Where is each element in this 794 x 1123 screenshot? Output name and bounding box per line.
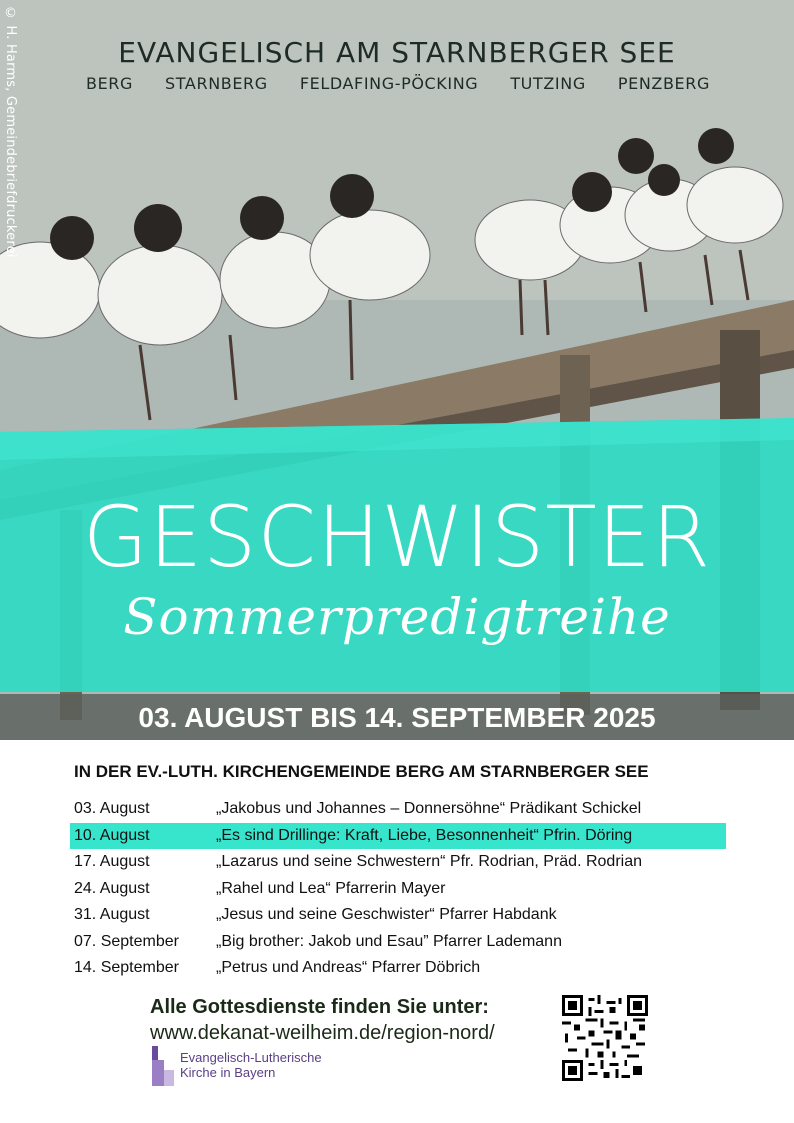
photo-credit: © H. Harms, Gemeindebriefdruckerei (3, 6, 18, 258)
logo-line: Evangelisch-Lutherische (180, 1050, 322, 1065)
schedule-row (70, 876, 726, 903)
schedule-date: 17. August (74, 853, 150, 871)
schedule-row (70, 929, 726, 956)
schedule-row (70, 796, 726, 823)
elkb-logo-text (180, 1050, 322, 1080)
schedule-topic: „Petrus und Andreas“ Pfarrer Döbrich (216, 959, 481, 977)
series-subtitle: Sommerpredigtreihe (123, 588, 671, 646)
schedule-date: 07. September (74, 932, 179, 950)
sermon-schedule (70, 796, 726, 982)
schedule-row (70, 902, 726, 929)
schedule-row (70, 955, 726, 982)
series-title: GESCHWISTER (82, 488, 712, 586)
schedule-topic: „Lazarus und seine Schwestern“ Pfr. Rodrian, Präd. Rodrian (216, 853, 642, 871)
schedule-row (70, 849, 726, 876)
parish-item: FELDAFING-PÖCKING (299, 74, 479, 93)
elkb-logo-mark-icon (150, 1046, 176, 1086)
schedule-topic: „Es sind Drillinge: Kraft, Liebe, Besonnenheit“ Pfrin. Döring (216, 826, 633, 844)
organization-title: EVANGELISCH AM STARNBERGER SEE (118, 36, 676, 69)
parish-item: PENZBERG (617, 74, 710, 93)
schedule-topic: „Big brother: Jakob und Esau” Pfarrer Lademann (216, 932, 562, 950)
schedule-date: 03. August (74, 800, 150, 818)
date-range: 03. AUGUST BIS 14. SEPTEMBER 2025 (138, 702, 656, 733)
schedule-row-highlighted (70, 823, 726, 850)
parish-list (86, 74, 710, 93)
parish-item: STARNBERG (165, 74, 268, 93)
schedule-date: 31. August (74, 906, 150, 924)
website-link[interactable]: www.dekanat-weilheim.de/region-nord/ (150, 1022, 495, 1044)
parish-item: BERG (86, 74, 134, 93)
program-heading: IN DER EV.-LUTH. KIRCHENGEMEINDE BERG AM STARNBERGER SEE (74, 762, 649, 781)
schedule-topic: „Rahel und Lea“ Pfarrerin Mayer (216, 879, 446, 897)
services-info-text: Alle Gottesdienste finden Sie unter: (150, 996, 489, 1018)
qr-code-icon[interactable] (562, 995, 648, 1081)
schedule-date: 24. August (74, 879, 150, 897)
schedule-date: 14. September (74, 959, 179, 977)
schedule-date: 10. August (74, 826, 150, 844)
parish-item: TUTZING (510, 74, 586, 93)
logo-line: Kirche in Bayern (180, 1065, 276, 1080)
elkb-logo (150, 1046, 350, 1086)
schedule-topic: „Jakobus und Johannes – Donnersöhne“ Prädikant Schickel (216, 800, 642, 818)
schedule-topic: „Jesus und seine Geschwister“ Pfarrer Habdank (216, 906, 557, 924)
